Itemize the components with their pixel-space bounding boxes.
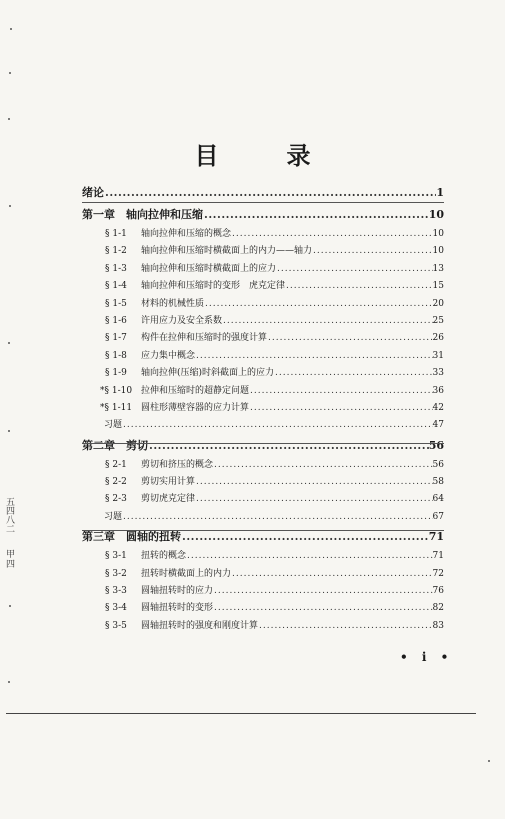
dot-leader	[285, 278, 433, 295]
page-ref: 76	[432, 586, 444, 597]
dot-leader	[186, 548, 433, 565]
dot-leader	[213, 457, 433, 474]
section-number: § 2-2	[105, 477, 127, 488]
dot-leader	[195, 348, 433, 365]
dot-leader	[249, 383, 433, 400]
toc-section-row	[82, 583, 444, 600]
page-ref: 33	[432, 368, 444, 379]
dot-leader	[195, 474, 433, 491]
section-number: § 1-9	[105, 368, 127, 379]
margin-mark: 二	[6, 525, 16, 535]
scan-speck	[10, 28, 12, 30]
section-label	[105, 226, 231, 243]
toc-section-row	[82, 491, 444, 508]
section-title: 拉伸和压缩时的超静定问题	[141, 385, 250, 396]
section-number: § 1-6	[105, 315, 127, 326]
page-ref: 10	[432, 246, 444, 257]
section-number: § 2-1	[105, 459, 127, 470]
toc-section-row	[82, 566, 444, 583]
dot-leader	[213, 583, 433, 600]
toc-section-row	[82, 313, 444, 330]
page-ref: 67	[432, 511, 444, 522]
section-label	[100, 383, 249, 400]
page-ref: 36	[432, 385, 444, 396]
dot-leader	[258, 618, 433, 635]
section-number: § 1-1	[105, 229, 127, 239]
toc-exercise-row	[82, 417, 444, 434]
chapter-title: 第一章 轴向拉伸和压缩	[82, 208, 203, 221]
section-number: § 1-2	[105, 246, 127, 257]
page-ref: 10	[428, 208, 444, 221]
margin-mark: 五	[6, 498, 16, 508]
dot-leader	[104, 182, 436, 204]
section-label	[105, 618, 258, 635]
chapter-title: 第三章 圆轴的扭转	[82, 530, 181, 544]
table-of-contents	[82, 182, 444, 635]
section-label	[105, 548, 186, 565]
toc-section-row	[82, 296, 444, 313]
section-number: § 1-5	[105, 298, 127, 309]
page-ref: 47	[432, 420, 444, 431]
page-ref: 1	[436, 186, 444, 199]
section-title: 扭转的概念	[141, 551, 187, 562]
page-ref: 10	[432, 229, 444, 239]
dot-leader	[195, 491, 433, 508]
page-ref: 83	[432, 620, 444, 631]
section-title: 轴向拉伸(压缩)时斜截面上的应力	[141, 368, 275, 379]
section-label	[105, 457, 213, 474]
section-label	[105, 261, 276, 278]
toc-section-row	[82, 474, 444, 491]
section-label	[105, 566, 231, 583]
dot-leader	[213, 600, 433, 617]
page-ref: 31	[432, 350, 444, 361]
chapter-divider	[82, 202, 444, 203]
section-title: 应力集中概念	[141, 350, 196, 361]
section-number: § 3-1	[105, 551, 127, 562]
dot-leader	[274, 365, 433, 382]
dot-leader	[122, 509, 433, 526]
section-number: § 1-3	[105, 263, 127, 274]
page-number: • i •	[400, 650, 454, 664]
section-title: 构件在拉伸和压缩时的强度计算	[141, 333, 268, 344]
toc-section-row	[82, 618, 444, 635]
section-title: 许用应力及安全系数	[141, 315, 223, 326]
page-ref: 15	[432, 281, 444, 292]
section-title: 材料的机械性质	[141, 298, 205, 309]
scan-speck	[8, 681, 10, 683]
section-title: 剪切和挤压的概念	[141, 459, 214, 470]
dot-leader	[203, 204, 429, 226]
scan-speck	[9, 605, 11, 607]
dot-leader	[276, 261, 433, 278]
section-label	[105, 296, 204, 313]
margin-mark: 甲	[6, 550, 16, 560]
dot-leader	[222, 313, 433, 330]
page-ref: 56	[428, 438, 444, 452]
toc-section-row	[82, 548, 444, 565]
page-title: 目 录	[194, 141, 333, 170]
dot-leader	[231, 566, 433, 583]
section-number: § 1-4	[105, 281, 127, 292]
page-ref: 82	[432, 603, 444, 614]
chapter-divider	[82, 443, 444, 444]
section-number: § 3-2	[105, 568, 127, 579]
dot-leader	[122, 417, 433, 434]
toc-section-row	[82, 261, 444, 278]
toc-section-row	[82, 457, 444, 474]
section-title: 圆轴扭转时的变形	[141, 603, 214, 614]
page-ref: 26	[432, 333, 444, 344]
margin-mark: 八	[6, 516, 16, 526]
toc-section-row	[82, 383, 444, 400]
section-label	[105, 348, 195, 365]
page-ref: 72	[432, 568, 444, 579]
section-label	[105, 365, 274, 382]
section-number: § 3-3	[105, 586, 127, 597]
section-label	[105, 474, 195, 491]
dot-leader	[148, 435, 429, 457]
section-number: *§ 1-11	[100, 402, 133, 413]
toc-section-row	[82, 330, 444, 347]
toc-section-row	[82, 365, 444, 382]
page-ref: 71	[428, 530, 444, 544]
section-number: § 3-4	[105, 603, 127, 614]
toc-section-row	[82, 348, 444, 365]
toc-section-row	[82, 400, 444, 417]
section-label	[105, 278, 285, 295]
exercise-label: 习题	[104, 420, 123, 431]
page-ref: 64	[432, 494, 444, 505]
section-label	[105, 313, 222, 330]
scan-speck	[9, 72, 11, 74]
chapter-title: 绪论	[82, 186, 104, 199]
page-ref: 71	[432, 551, 444, 562]
section-number: *§ 1-10	[100, 385, 133, 396]
toc-exercise-row	[82, 509, 444, 526]
page-ref: 56	[432, 459, 444, 470]
toc-section-row	[82, 226, 444, 243]
exercise-label: 习题	[104, 511, 123, 522]
section-label	[105, 583, 213, 600]
section-label	[105, 330, 267, 347]
toc-chapter-row	[82, 204, 444, 226]
scan-speck	[9, 205, 11, 207]
section-label	[105, 600, 213, 617]
section-number: § 1-8	[105, 350, 127, 361]
toc-section-row	[82, 243, 444, 260]
page-ref: 13	[432, 263, 444, 274]
scan-speck	[8, 118, 10, 120]
section-number: § 3-5	[105, 620, 127, 631]
margin-mark: 四	[6, 560, 16, 570]
page-ref: 25	[432, 315, 444, 326]
section-number: § 1-7	[105, 333, 127, 344]
section-title: 轴向拉伸和压缩时的变形 虎克定律	[141, 281, 286, 292]
dot-leader	[267, 330, 433, 347]
toc-chapter-row	[82, 182, 444, 204]
section-title: 剪切实用计算	[141, 477, 196, 488]
bottom-rule	[6, 713, 476, 714]
toc-chapter-row	[82, 435, 444, 457]
section-title: 剪切虎克定律	[141, 494, 196, 505]
section-title: 轴向拉伸和压缩的概念	[141, 229, 232, 239]
section-number: § 2-3	[105, 494, 127, 505]
section-title: 轴向拉伸和压缩时横截面上的内力——轴力	[141, 246, 313, 257]
dot-leader	[204, 296, 433, 313]
section-label	[100, 400, 249, 417]
margin-mark: 四	[6, 507, 16, 517]
section-title: 轴向拉伸和压缩时横截面上的应力	[141, 263, 277, 274]
scan-speck	[8, 342, 10, 344]
page-ref: 20	[432, 298, 444, 309]
toc-section-row	[82, 278, 444, 295]
section-label	[105, 243, 312, 260]
section-title: 圆轴扭转时的应力	[141, 586, 214, 597]
scan-speck	[488, 760, 490, 762]
dot-leader	[231, 226, 433, 243]
page-ref: 58	[432, 477, 444, 488]
page-ref: 42	[432, 402, 444, 413]
chapter-title: 第二章 剪切	[82, 438, 148, 452]
section-title: 圆柱形薄壁容器的应力计算	[141, 402, 250, 413]
section-title: 圆轴扭转时的强度和刚度计算	[141, 620, 259, 631]
section-title: 扭转时横截面上的内力	[141, 568, 232, 579]
scan-speck	[8, 430, 10, 432]
dot-leader	[249, 400, 433, 417]
section-label	[105, 491, 195, 508]
toc-section-row	[82, 600, 444, 617]
dot-leader	[312, 243, 433, 260]
chapter-divider	[82, 530, 444, 531]
